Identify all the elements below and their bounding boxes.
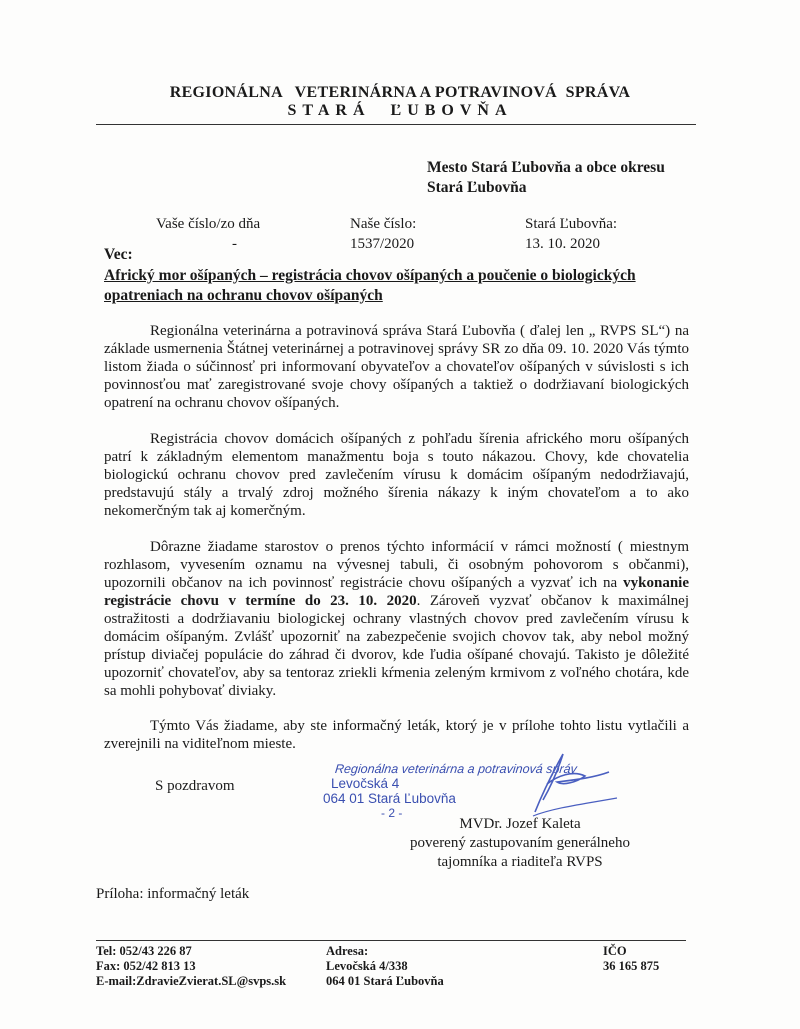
paragraph-2: [104, 430, 689, 520]
footer-ico-label: IČO: [603, 944, 627, 958]
attachment-note: Príloha: informačný leták: [96, 886, 250, 902]
footer-address: [326, 944, 444, 989]
your-reference: [156, 214, 260, 254]
footer-fax: Fax: 052/42 813 13: [96, 959, 196, 973]
stamp-line-2: Levočská 4: [331, 776, 400, 791]
addressee-block: [427, 158, 665, 198]
footer-address-city: 064 01 Stará Ľubovňa: [326, 974, 444, 988]
footer-tel: Tel: 052/43 226 87: [96, 944, 192, 958]
signer-role-2: tajomníka a riaditeľa RVPS: [437, 854, 603, 870]
stamp-line-3: 064 01 Stará Ľubovňa: [323, 791, 456, 806]
paragraph-3-part-2: . Zároveň vyzvať občanov k maximálnej ostražitosti a dodržiavaniu biologickej ochrany vlastných chovov pred zavlečením vírusu k domácim ošípaným. Zvlášť upozorniť na zabezpečenie svojich chovov tak, aby nebol možný prístup diviačej populácie do záhrad či dvorov, kde ľudia ošípané chovajú. Takisto je dôležité upozorniť chovateľov, aby sa tentoraz zriekli kŕmenia zeleným krmivom z voľného chotára, kde sa mohli pohybovať diviaky.: [104, 593, 690, 699]
footer-ico-value: 36 165 875: [603, 959, 660, 973]
footer-email: E-mail:ZdravieZvierat.SL@svps.sk: [96, 974, 287, 988]
signer-role-1: poverený zastupovaním generálneho: [410, 835, 630, 851]
stamp-line-1: Regionálna veterinárna a potravinová správ: [334, 762, 578, 776]
paragraph-3: [104, 538, 689, 700]
paragraph-1-text: Regionálna veterinárna a potravinová správa Stará Ľubovňa ( ďalej len „ RVPS SL“) na základe usmernenia Štátnej veterinárnej a potravinovej správy SR zo dňa 09. 10. 2020 Vás týmto listom žiada o súčinnosť pri informovaní obyvateľov a chovateľov ošípaných v súvislosti s ich povinnosťou mať zaregistrované svoje chovy ošípaných a taktiež o dodržiavaní biologických opatrení na ochranu chovov ošípaných.: [104, 323, 689, 411]
registration-deadline: vykonanie registrácie chovu v termíne do 23. 10. 2020: [104, 575, 690, 609]
header-divider: [96, 124, 696, 125]
footer-address-street: Levočská 4/338: [326, 959, 408, 973]
subject-text: Africký mor ošípaných – registrácia chovov ošípaných a poučenie o biologických opatreniach na ochranu chovov ošípaných: [104, 267, 636, 304]
date-value: 13. 10. 2020: [525, 236, 600, 252]
handwritten-signature: [513, 742, 623, 822]
place-date: [525, 214, 617, 254]
paragraph-4-text: Týmto Vás žiadame, aby ste informačný leták, ktorý je v prílohe tohto listu vytlačili a zverejnili na viditeľnom mieste.: [104, 718, 689, 752]
signer-name: MVDr. Jozef Kaleta: [459, 816, 581, 832]
place-label: Stará Ľubovňa:: [525, 216, 618, 232]
paragraph-2-text: Registrácia chovov domácich ošípaných z pohľadu šírenia afrického moru ošípaných patrí k základným elementom manažmentu boja s touto nákazou. Chovy, kde chovatelia biologickú ochranu chovov pred zavlečením vírusu k domácim ošípaným nedodržiavajú, predstavujú stály a trvalý zdroj možného šírenia nákazy k iným chovateľom a to ako nekomerčným tak aj komerčným.: [104, 431, 689, 519]
our-reference-label: Naše číslo:: [350, 216, 417, 232]
footer-ico: [603, 944, 659, 974]
paragraph-1: [104, 322, 689, 412]
addressee-line-1: Mesto Stará Ľubovňa a obce okresu: [427, 159, 665, 176]
signer-block: [400, 815, 640, 872]
footer-contacts: [96, 944, 286, 989]
footer-divider: [96, 940, 686, 941]
paragraph-3-part-1: Dôrazne žiadame starostov o prenos týchto informácií v rámci možností ( miestnym rozhlasom, vyvesením oznamu na vývesnej tabuli, či osobným pohovorom s občanmi), upozornili občanov na ich povinnosť registrácie chovu ošípaných a vyzvať ich na: [104, 539, 689, 591]
subject-label: Vec:: [104, 246, 133, 263]
stamp-line-4: - 2 -: [381, 806, 403, 820]
organization-city: STARÁ ĽUBOVŇA: [287, 102, 513, 119]
footer-address-label: Adresa:: [326, 944, 369, 958]
organization-name: REGIONÁLNA VETERINÁRNA A POTRAVINOVÁ SPRÁVA: [169, 84, 631, 101]
addressee-line-2: Stará Ľubovňa: [427, 179, 527, 196]
greeting: S pozdravom: [155, 778, 235, 794]
your-reference-label: Vaše číslo/zo dňa: [156, 216, 261, 232]
paragraph-3-text: [104, 538, 689, 700]
our-reference: [350, 214, 416, 254]
your-reference-value: -: [232, 236, 237, 252]
our-reference-value: 1537/2020: [350, 236, 415, 252]
